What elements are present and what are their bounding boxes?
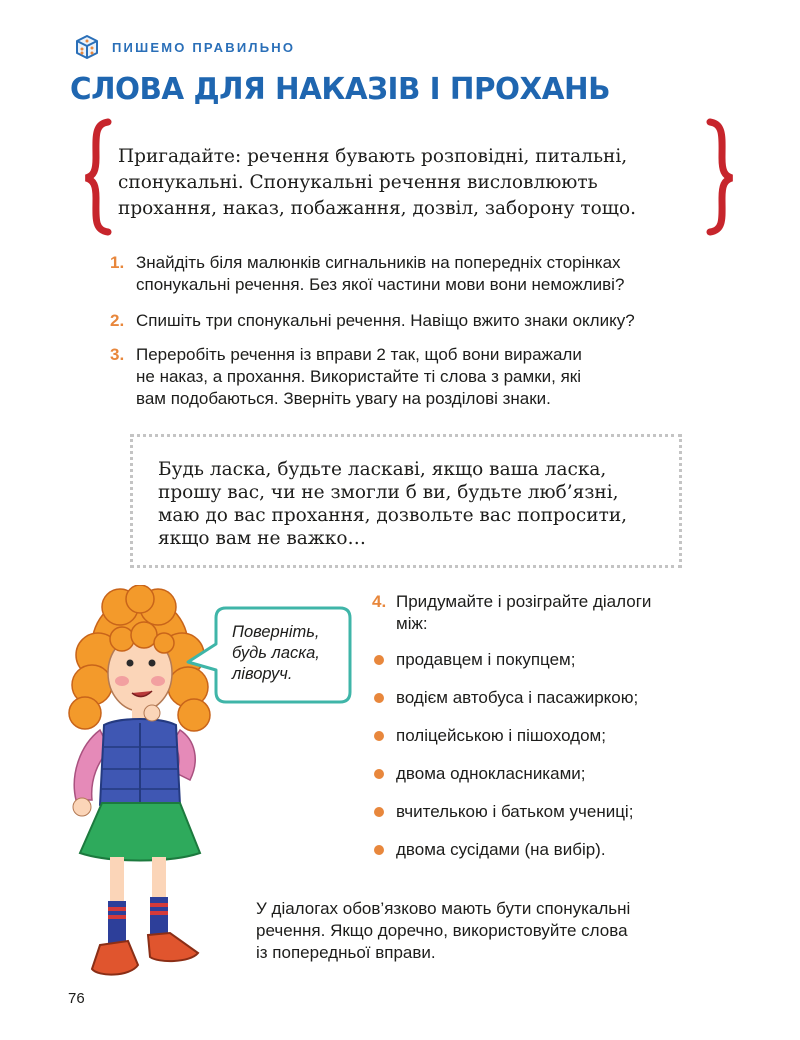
word-frame-text (158, 458, 678, 550)
list-item-text: продавцем і покупцем; (396, 650, 576, 669)
task-3 (110, 344, 750, 410)
task-1 (110, 252, 750, 296)
page-number: 76 (68, 990, 85, 1007)
list-item-text: двома сусідами (на вибір). (396, 840, 606, 859)
bullet-icon (374, 845, 384, 855)
list-item-text: водієм автобуса і пасажиркою; (396, 688, 639, 707)
note-line: речення. Якщо доречно, використовуйте слова (256, 921, 628, 940)
page-title: СЛОВА ДЛЯ НАКАЗІВ І ПРОХАНЬ (70, 72, 611, 107)
note-line: У діалогах обов’язково мають бути спонукальні (256, 899, 631, 918)
task-line: вам подобаються. Зверніть увагу на розділові знаки. (136, 389, 551, 408)
note-line: із попередньої вправи. (256, 943, 436, 962)
bullet-icon (374, 807, 384, 817)
task-line: Спишіть три спонукальні речення. Навіщо вжито знаки оклику? (136, 311, 635, 330)
task-line: між: (396, 614, 428, 633)
task-line: Знайдіть біля малюнків сигнальників на попередніх сторінках (136, 253, 621, 272)
bubble-line: Поверніть, (232, 623, 320, 641)
frame-line: прошу вас, чи не змогли б ви, будьте люб’язні, (158, 482, 619, 503)
rule-line: Пригадайте: речення бувають розповідні, питальні, (118, 146, 628, 167)
task-line: спонукальні речення. Без якої частини мови вони неможливі? (136, 275, 625, 294)
dice-icon (74, 34, 100, 60)
bubble-line: будь ласка, (232, 644, 320, 662)
task-number: 2. (110, 311, 125, 330)
task-4 (372, 591, 752, 635)
rule-text (118, 144, 708, 222)
note-text (256, 898, 726, 964)
task-number: 4. (372, 592, 387, 611)
list-item (372, 688, 638, 726)
section-label: ПИШЕМО ПРАВИЛЬНО (112, 40, 296, 55)
list-item-text: двома однокласниками; (396, 764, 586, 783)
task-2 (110, 310, 750, 332)
task-line: не наказ, а прохання. Використайте ті слова з рамки, які (136, 367, 581, 386)
list-item-text: вчителькою і батьком учениці; (396, 802, 634, 821)
list-item (372, 726, 638, 764)
frame-line: маю до вас прохання, дозвольте вас попросити, (158, 505, 628, 526)
task-line: Переробіть речення із вправи 2 так, щоб вони виражали (136, 345, 582, 364)
bullet-icon (374, 655, 384, 665)
bullet-icon (374, 731, 384, 741)
list-item-text: поліцейською і пішоходом; (396, 726, 606, 745)
frame-line: якщо вам не важко… (158, 528, 366, 549)
list-item (372, 840, 638, 878)
task-line: Придумайте і розіграйте діалоги (396, 592, 652, 611)
bullet-icon (374, 693, 384, 703)
bubble-line: ліворуч. (232, 665, 293, 683)
task-number: 3. (110, 345, 125, 364)
rule-line: прохання, наказ, побажання, дозвіл, заборону тощо. (118, 198, 636, 219)
frame-line: Будь ласка, будьте ласкаві, якщо ваша ласка, (158, 459, 607, 480)
speech-bubble-text (232, 622, 352, 685)
list-item (372, 764, 638, 802)
task-number: 1. (110, 253, 125, 272)
list-item (372, 802, 638, 840)
list-item (372, 650, 638, 688)
bullet-icon (374, 769, 384, 779)
rule-line: спонукальні. Спонукальні речення висловлюють (118, 172, 598, 193)
dialog-list (372, 650, 638, 878)
